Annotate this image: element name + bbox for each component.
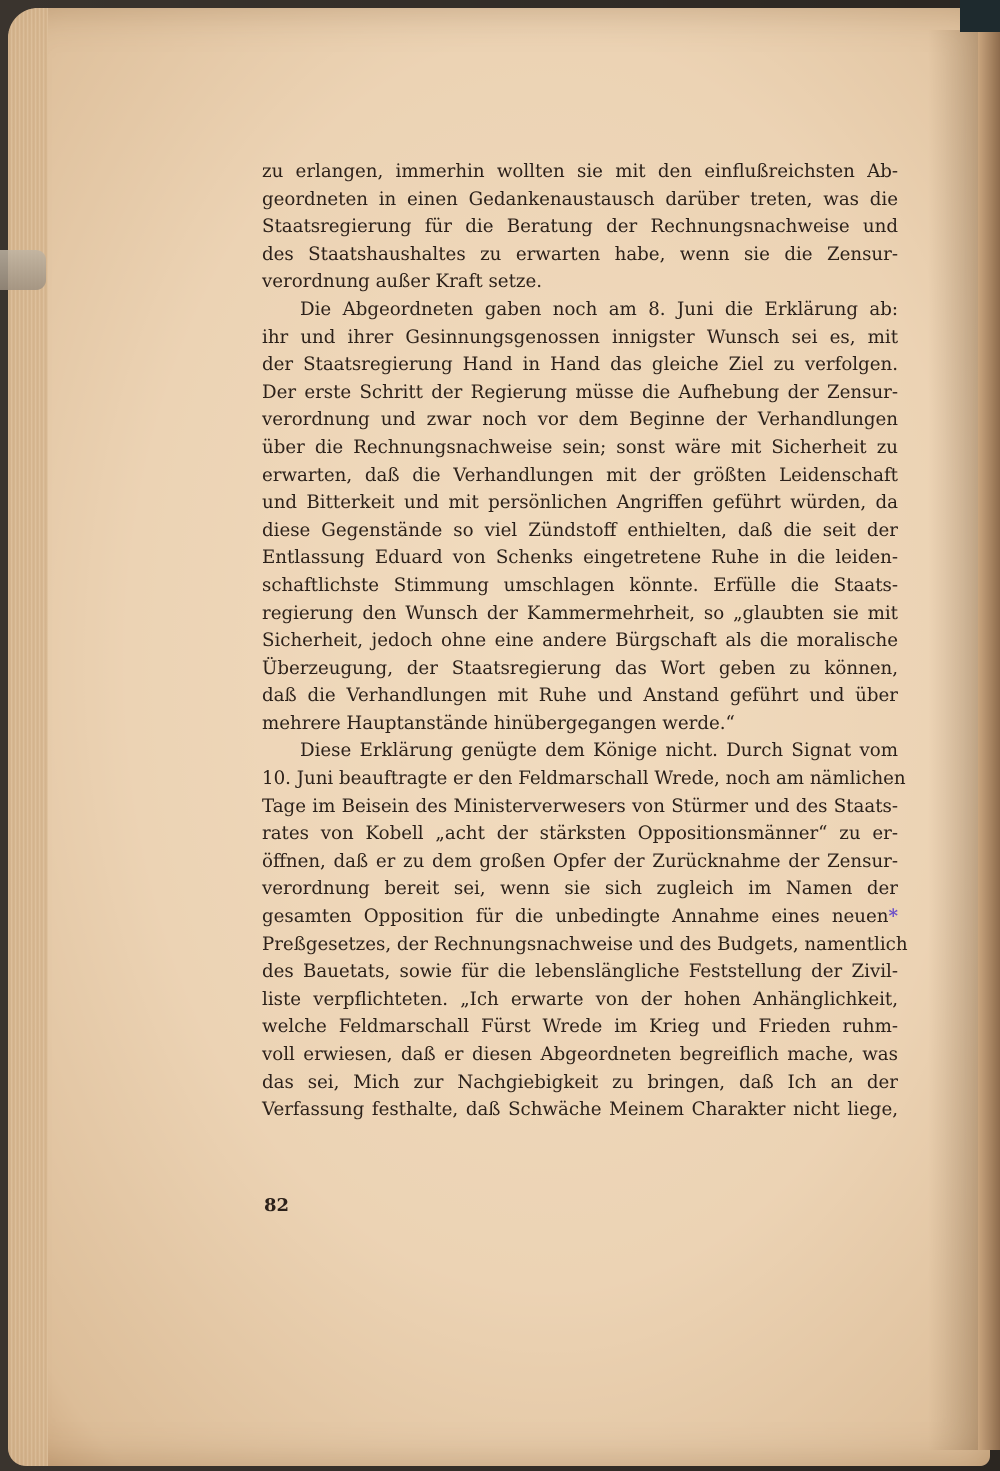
scan-corner-strip xyxy=(960,0,1000,32)
text-line: regierung den Wunsch der Kammermehrheit, so „glaubten sie mit xyxy=(262,602,898,624)
text-line: diese Gegenstände so viel Zündstoff enthielten, daß die seit der xyxy=(262,519,898,541)
text-line: erwarten, daß die Verhandlungen mit der größten Leidenschaft xyxy=(262,464,898,486)
page-edges-left xyxy=(8,8,48,1466)
text-line: Staatsregierung für die Beratung der Rechnungsnachweise und xyxy=(262,216,898,238)
text-line: daß die Verhandlungen mit Ruhe und Anstand geführt und über xyxy=(262,685,898,707)
text-line: voll erwiesen, daß er diesen Abgeordneten begreiflich mache, was xyxy=(262,1044,898,1065)
text-line: Verfassung festhalte, daß Schwäche Meinem Charakter nicht liege, xyxy=(262,1099,898,1121)
text-line: Entlassung Eduard von Schenks eingetretene Ruhe in die leiden- xyxy=(262,547,898,569)
text-line: Die Abgeordneten gaben noch am 8. Juni die Erklärung ab: xyxy=(300,298,898,320)
page-number: 82 xyxy=(264,1195,290,1216)
text-line: welche Feldmarschall Fürst Wrede im Krieg und Frieden ruhm- xyxy=(262,1016,898,1038)
text-line: Diese Erklärung genügte dem Könige nicht. Durch Signat vom xyxy=(300,740,898,762)
text-line: das sei, Mich zur Nachgiebigkeit zu bringen, daß Ich an der xyxy=(262,1071,898,1093)
text-line: Tage im Beisein des Ministerverwesers von Stürmer und des Staats- xyxy=(262,795,898,817)
margin-star-mark: * xyxy=(888,906,898,928)
text-line: verordnung außer Kraft setze. xyxy=(262,271,543,293)
text-line: schaftlichste Stimmung umschlagen könnte. Erfülle die Staats- xyxy=(262,574,898,596)
text-line: zu erlangen, immerhin wollten sie mit den einflußreichsten Ab- xyxy=(262,161,898,182)
text-line-underlined: Preßgesetzes, der Rechnungsnachweise und des Budgets, namentlich xyxy=(262,933,908,955)
bookmark-tab xyxy=(0,250,46,290)
text-line: und Bitterkeit und mit persönlichen Angriffen geführt würden, da xyxy=(262,492,898,514)
text-line-underlined: 10. Juni beauftragte er den Feldmarschall Wrede, noch am nämlichen xyxy=(262,768,906,790)
text-line-underlined xyxy=(262,903,898,931)
binding-edge-right xyxy=(978,30,1000,1450)
text-line-content: gesamten Opposition für die unbedingte Annahme eines neuen xyxy=(262,906,889,928)
text-line: geordneten in einen Gedankenaustausch darüber treten, was die xyxy=(262,188,898,210)
text-line: der Staatsregierung Hand in Hand das gleiche Ziel zu verfolgen. xyxy=(262,354,898,376)
text-line: Überzeugung, der Staatsregierung das Wort geben zu können, xyxy=(262,657,898,679)
text-line-underlined: Der erste Schritt der Regierung müsse die Aufhebung der Zensur- xyxy=(262,381,898,403)
text-line: verordnung bereit sei, wenn sie sich zugleich im Namen der xyxy=(262,878,898,900)
text-line: des Staatshaushaltes zu erwarten habe, wenn sie die Zensur- xyxy=(262,243,898,265)
text-line: ihr und ihrer Gesinnungsgenossen innigster Wunsch sei es, mit xyxy=(262,326,898,348)
text-line-underlined: über die Rechnungsnachweise sein; sonst wäre mit Sicherheit zu xyxy=(262,436,898,458)
text-line: mehrere Hauptanstände hinübergegangen werde.“ xyxy=(262,712,735,734)
text-line-underlined: verordnung und zwar noch vor dem Beginne der Verhandlungen xyxy=(262,409,898,431)
text-line: Sicherheit, jedoch ohne eine andere Bürgschaft als die moralische xyxy=(262,630,898,652)
text-line: öffnen, daß er zu dem großen Opfer der Zurücknahme der Zensur- xyxy=(262,850,898,872)
text-line-underlined: liste verpflichteten. „Ich erwarte von der hohen Anhänglichkeit, xyxy=(262,988,898,1010)
text-line-underlined: des Bauetats, sowie für die lebenslängliche Feststellung der Zivil- xyxy=(262,961,898,983)
page-text xyxy=(262,158,908,1124)
spine-shadow xyxy=(928,30,978,1450)
text-line: rates von Kobell „acht der stärksten Oppositionsmänner“ zu er- xyxy=(262,823,898,845)
